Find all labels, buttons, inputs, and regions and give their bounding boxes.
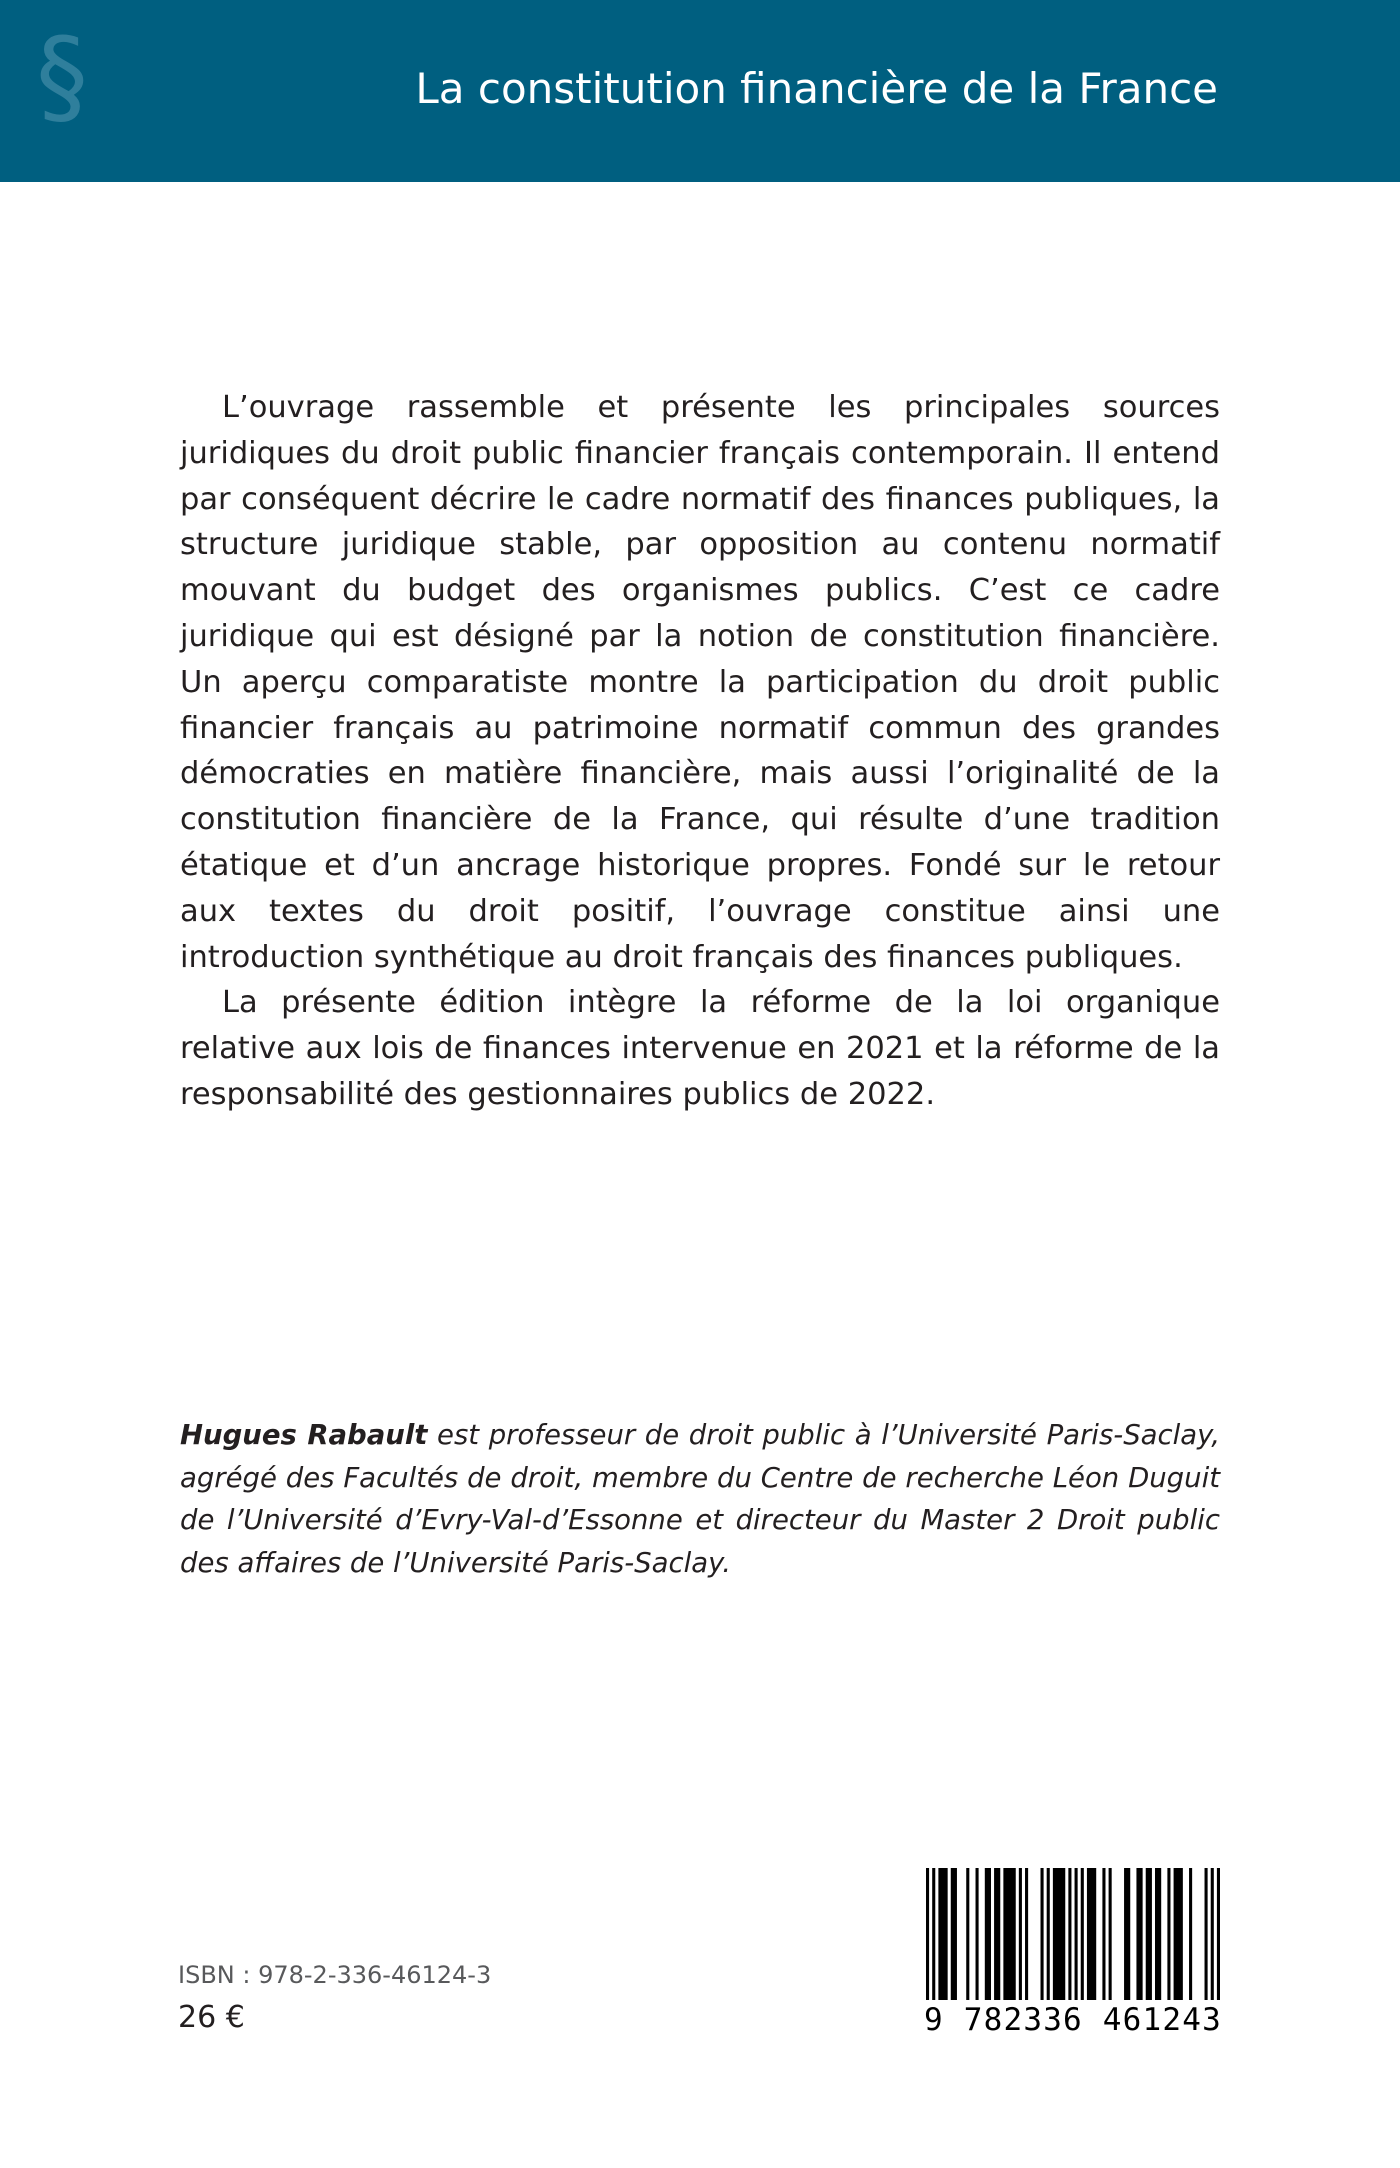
blurb-paragraph: L’ouvrage rassemble et présente les principales sources juridiques du droit public financier français contemporain. Il entend par conséquent décrire le cadre normatif des finances publiques, la structure juridique stable, par opposition au contenu normatif mouvant du budget des organismes publics. C’est ce cadre juridique qui est désigné par la notion de constitution financière. Un aperçu comparatiste montre la participation du droit public financier français au patrimoine normatif commun des grandes démocraties en matière financière, mais aussi l’originalité de la constitution financière de la France, qui résulte d’une tradition étatique et d’un ancrage historique propres. Fondé sur le retour aux textes du droit positif, l’ouvrage constitue ainsi une introduction synthétique au droit français des finances publiques. (180, 390, 1220, 975)
barcode-bar (1146, 1868, 1152, 2010)
barcode-bar (1075, 1868, 1078, 2010)
barcode-bar (966, 1868, 969, 2010)
barcode-bars (926, 1868, 1220, 2010)
barcode-bar (1019, 1868, 1022, 2010)
barcode-number: 9 782336 461243 (924, 2002, 1222, 2038)
barcode-bar (976, 1868, 979, 2010)
back-cover-blurb (180, 385, 1220, 1118)
barcode-bar (1124, 1868, 1130, 2010)
barcode-bar (985, 1868, 991, 2010)
barcode-bar (1167, 1868, 1170, 2010)
barcode-bar (994, 1868, 1000, 2010)
header-band (0, 0, 1400, 182)
barcode-bar (1109, 1868, 1112, 2010)
blurb-paragraph: La présente édition intègre la réforme de la loi organique relative aux lois de finances intervenue en 2021 et la réforme de la responsabilité des gestionnaires publics de 2022. (180, 985, 1220, 1112)
author-bio (180, 1414, 1220, 1584)
barcode-bar (1041, 1868, 1044, 2010)
barcode-bar (926, 1868, 929, 2010)
barcode-bar (1217, 1868, 1220, 2010)
barcode-bar (1136, 1868, 1142, 2010)
barcode-bar (1068, 1868, 1071, 2010)
author-bio-text: est professeur de droit public à l’Université Paris-Saclay, agrégé des Facultés de droit, membre du Centre de recherche Léon Duguit de l’Université d’Evry-Val-d’Essonne et directeur du Master 2 Droit public des affaires de l’Université Paris-Saclay. (180, 1419, 1221, 1579)
barcode-bar (951, 1868, 957, 2010)
barcode-bar (1081, 1868, 1084, 2010)
isbn: ISBN : 978-2-336-46124-3 (178, 1961, 492, 1989)
barcode-bar (1174, 1868, 1183, 2010)
barcode-bar (932, 1868, 935, 2010)
barcode (923, 1868, 1223, 2038)
barcode-bar (1003, 1868, 1015, 2010)
barcode-bar (1205, 1868, 1208, 2010)
barcode-bar (1087, 1868, 1096, 2010)
author-name: Hugues Rabault (180, 1419, 428, 1451)
barcode-bar (1053, 1868, 1065, 2010)
barcode-bar (1189, 1868, 1192, 2010)
barcode-bar (938, 1868, 947, 2010)
price: 26 € (178, 2000, 245, 2035)
barcode-bar (1047, 1868, 1050, 2010)
barcode-bar (1102, 1868, 1105, 2010)
section-sign-icon: § (36, 15, 88, 137)
barcode-bar (1211, 1868, 1214, 2010)
barcode-bar (1155, 1868, 1161, 2010)
barcode-bar (1025, 1868, 1028, 2010)
book-title: La constitution financière de la France (415, 64, 1218, 113)
